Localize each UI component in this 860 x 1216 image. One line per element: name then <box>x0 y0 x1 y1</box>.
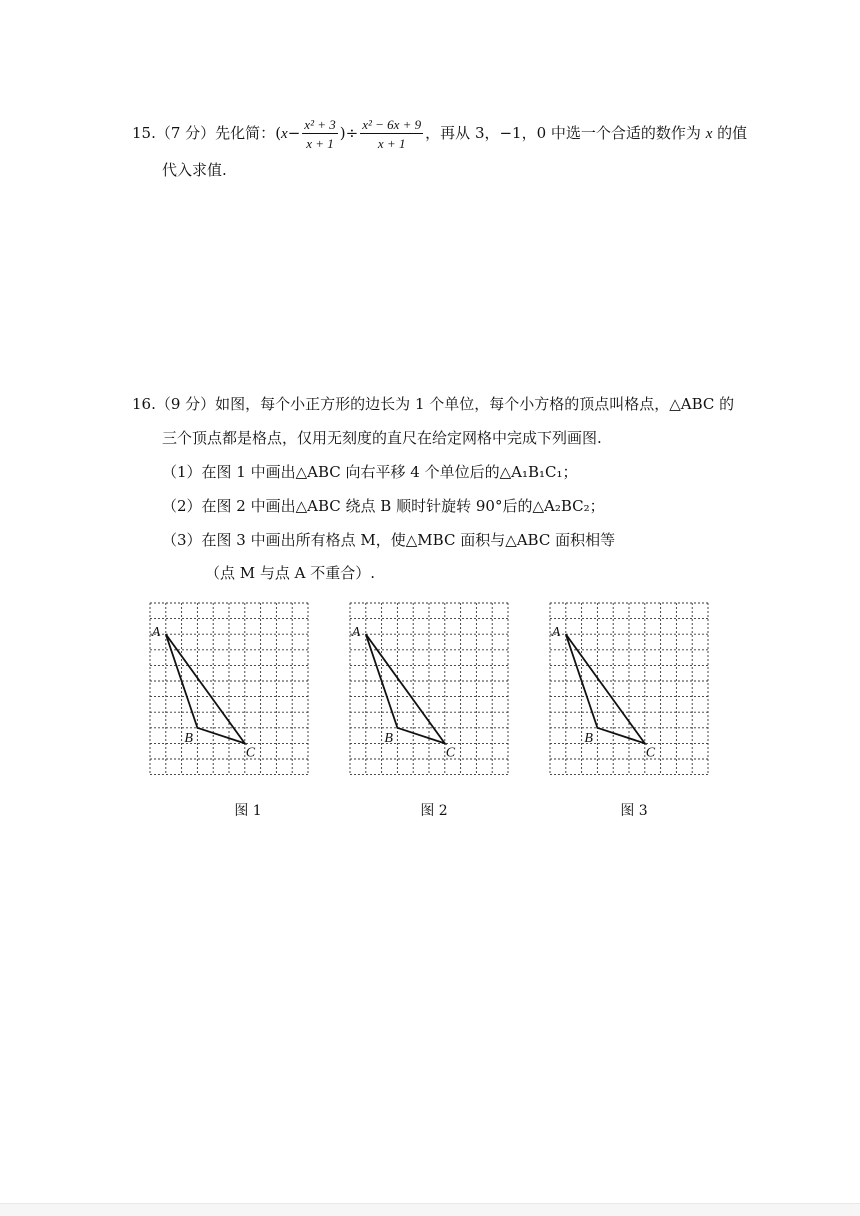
figure-3-caption: 图 3 <box>620 803 648 819</box>
division-sign: ÷ <box>345 124 359 142</box>
page-bottom-edge <box>0 1203 860 1216</box>
triangle-abc <box>366 634 445 743</box>
vertex-label-a: A <box>151 625 161 641</box>
question-16-item3: （3）在图 3 中画出所有格点 M，使△MBC 面积与△ABC 面积相等 <box>162 531 616 549</box>
fraction-2-numerator: x² − 6x + 9 <box>362 117 422 132</box>
figure-3-grid <box>542 597 717 782</box>
var-x: x <box>281 126 288 142</box>
triangle-abc <box>566 634 645 743</box>
figure-1-grid <box>142 597 317 782</box>
figure-2-caption: 图 2 <box>420 803 448 819</box>
vertex-label-b: B <box>584 730 593 746</box>
question-16-item2: （2）在图 2 中画出△ABC 绕点 B 顺时针旋转 90°后的△A₂BC₂； <box>162 497 605 515</box>
minus-sign: − <box>287 124 301 142</box>
vertex-label-b: B <box>184 730 193 746</box>
fraction-1 <box>302 118 337 150</box>
triangle-abc <box>166 634 245 743</box>
question-15-number: 15. <box>132 124 156 142</box>
question-16-line1 <box>132 397 734 412</box>
fraction-2-denominator: x + 1 <box>377 136 406 151</box>
vertex-label-b: B <box>384 730 393 746</box>
vertex-label-c: C <box>245 745 256 761</box>
question-15-var: x <box>705 126 713 142</box>
fraction-2 <box>360 118 423 150</box>
figure-1-caption: 图 1 <box>234 803 262 819</box>
question-16-line2: 三个顶点都是格点，仅用无刻度的直尺在给定网格中完成下列画图. <box>162 429 602 447</box>
question-15-line1 <box>132 118 747 150</box>
vertex-label-a: A <box>551 625 561 641</box>
question-16-number: 16. <box>132 395 156 413</box>
question-16-item3-note: （点 M 与点 A 不重合）. <box>205 564 376 582</box>
paren-open: ( <box>275 124 282 142</box>
question-16-points: （9 分） <box>155 395 216 413</box>
question-15-after: ，再从 3，−1，0 中选一个合适的数作为 <box>425 124 701 142</box>
fraction-1-numerator: x² + 3 <box>304 117 336 132</box>
vertex-label-a: A <box>351 625 361 641</box>
paren-close: ) <box>339 124 346 142</box>
question-16-item1: （1）在图 1 中画出△ABC 向右平移 4 个单位后的△A₁B₁C₁； <box>162 463 578 481</box>
math-expression <box>275 117 425 151</box>
question-15-points: （7 分） <box>155 124 216 142</box>
question-15-line2: 代入求值. <box>162 161 227 179</box>
vertex-label-c: C <box>645 745 656 761</box>
question-16-text1: 如图，每个小正方形的边长为 1 个单位，每个小方格的顶点叫格点，△ABC 的 <box>215 395 735 413</box>
vertex-label-c: C <box>445 745 456 761</box>
figure-2-grid <box>342 597 517 782</box>
question-15-tail: 的值 <box>717 124 748 142</box>
fraction-1-denominator: x + 1 <box>306 136 334 151</box>
question-15-verb: 先化简： <box>215 124 276 142</box>
